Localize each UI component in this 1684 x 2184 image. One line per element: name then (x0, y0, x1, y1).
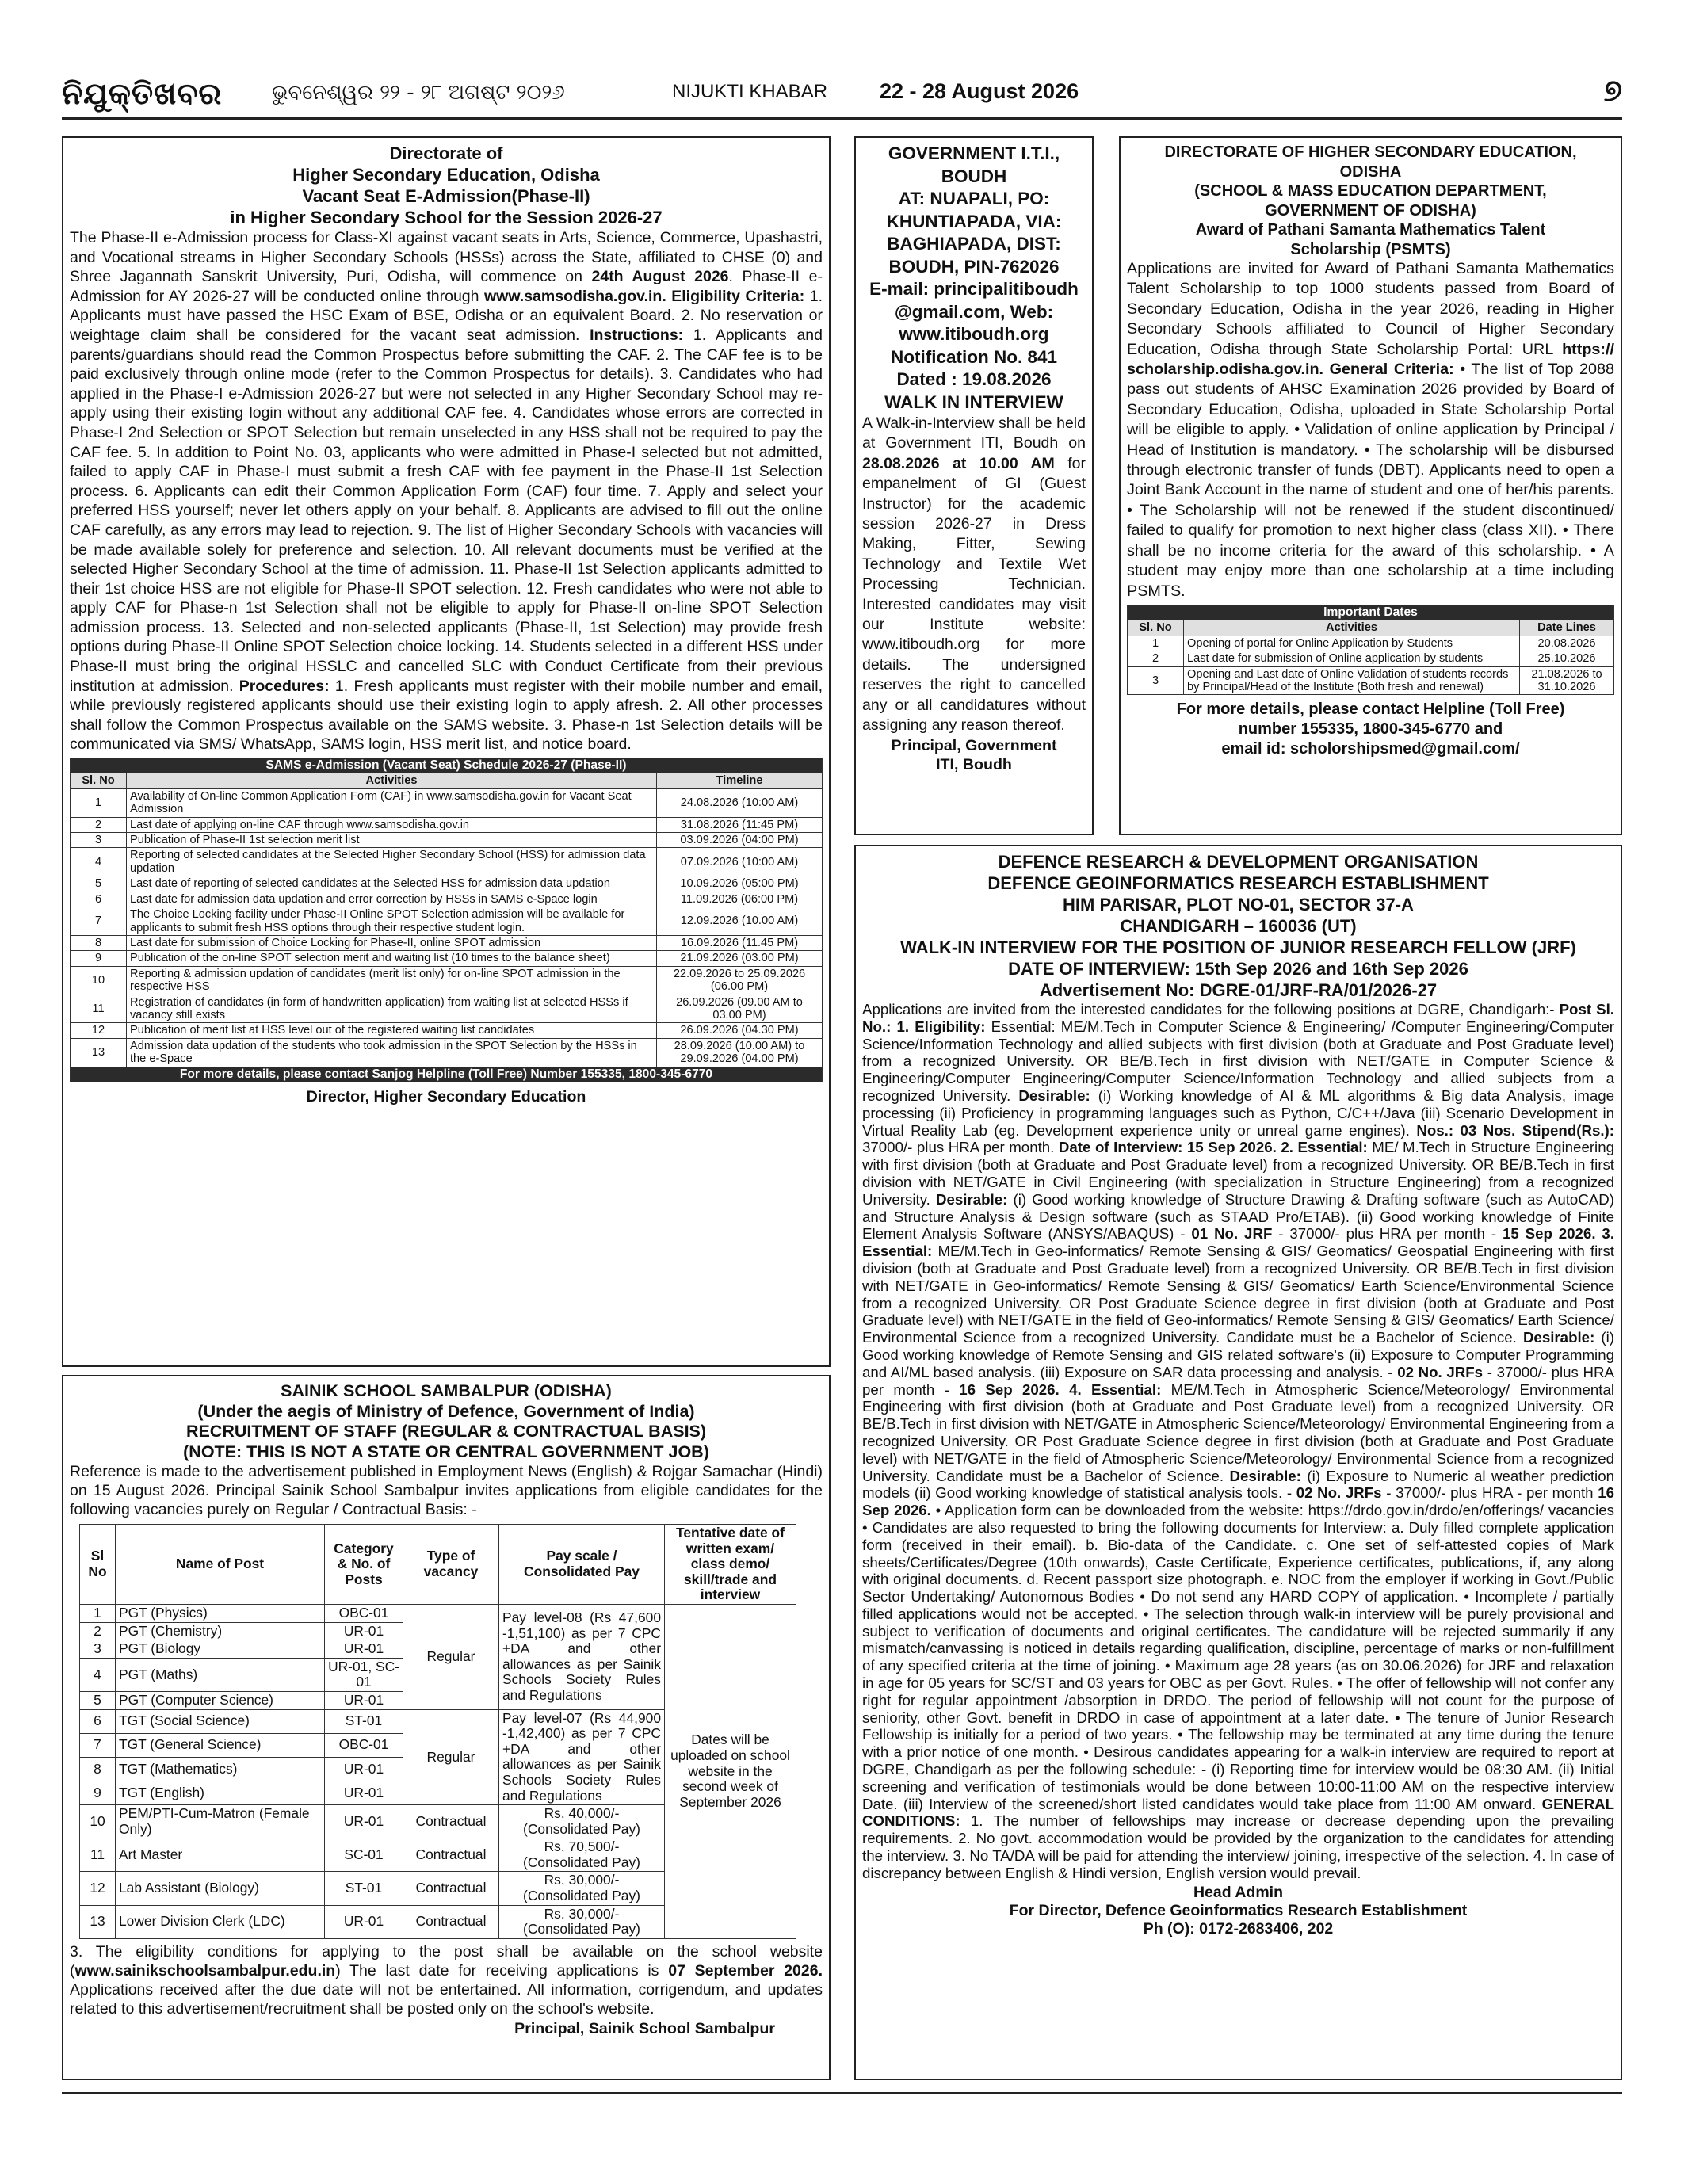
col-header: Sl No (80, 1525, 116, 1605)
col-header: Activities (127, 773, 657, 788)
activity-cell: Availability of On-line Common Application Form (CAF) in www.samsodisha.gov.in for Vacant Seat Admission (127, 788, 657, 817)
timeline-cell: 03.09.2026 (04:00 PM) (657, 833, 823, 848)
col-header: Activities (1184, 620, 1520, 636)
psmts-title-line: Award of Pathani Samanta Mathematics Talent (1195, 221, 1546, 239)
sl-no-cell: 4 (71, 848, 127, 876)
sainik-title (70, 1381, 823, 1462)
helpline-footer: For more details, please contact Sanjog Helpline (Toll Free) Number 155335, 1800-345-6770 (71, 1067, 823, 1082)
activity-cell: Last date of reporting of selected candidates at the Selected HSS for admission data updation (127, 876, 657, 892)
sl-no-cell: 3 (1128, 666, 1184, 695)
category-cell: UR-01 (325, 1905, 403, 1938)
drdo-signature-line: Ph (O): 0172-2683406, 202 (1143, 1919, 1334, 1938)
sl-no-cell: 3 (80, 1640, 116, 1659)
drdo-title (862, 851, 1614, 1001)
timeline-cell: 16.09.2026 (11.45 PM) (657, 935, 823, 950)
drdo-title-line: DEFENCE RESEARCH & DEVELOPMENT ORGANISATION (998, 852, 1479, 872)
activity-cell: Registration of candidates (in form of handwritten application) from waiting list at selected HSSs if vacancy still exists (127, 995, 657, 1023)
table-row (71, 1023, 823, 1038)
sainik-title-line: (NOTE: THIS IS NOT A STATE OR CENTRAL GOVERNMENT JOB) (183, 1441, 709, 1461)
iti-title-line: AT: NUAPALI, PO: (898, 189, 1050, 208)
table-row (71, 935, 823, 950)
post-name-cell: PGT (Biology (116, 1640, 325, 1659)
iti-title-line: www.itiboudh.org (899, 324, 1049, 344)
pay-scale-cell: Rs. 30,000/- (Consolidated Pay) (499, 1905, 665, 1938)
iti-ad (854, 136, 1094, 835)
psmts-footer-line: For more details, please contact Helpline (Toll Free) (1176, 701, 1565, 719)
drdo-title-line: DEFENCE GEOINFORMATICS RESEARCH ESTABLISHMENT (987, 873, 1489, 893)
drdo-title-line: CHANDIGARH – 160036 (UT) (1120, 916, 1357, 936)
table-row (71, 907, 823, 936)
pay-scale-cell: Rs. 40,000/- (Consolidated Pay) (499, 1805, 665, 1838)
activity-cell: Opening of portal for Online Application by Students (1184, 636, 1520, 651)
timeline-cell: 12.09.2026 (10.00 AM) (657, 907, 823, 936)
sl-no-cell: 1 (1128, 636, 1184, 651)
psmts-footer (1127, 700, 1614, 759)
sainik-title-line: RECRUITMENT OF STAFF (REGULAR & CONTRACTUAL BASIS) (185, 1422, 707, 1441)
col-header: Tentative date of written exam/ class demo/ skill/trade and interview (665, 1525, 796, 1605)
drdo-body: Applications are invited from the interested candidates for the following positions at DGRE, Chandigarh:- Post Sl. No.: 1. Eligibility: Essential: ME/M.Tech in Computer Science & Engineering/ /Computer Engineering/Computer Science/Information Technology and allied subjects with first division (both at Graduate and Post Graduate level) from a recognized University. OR BE/B.Tech in first division with NET/GATE in Computer Science & Engineering/Computer Engineering/Computer Science/Information Technology and allied subjects from a recognized University. Desirable: (i) Working knowledge of AI & ML algorithms & Big data Analysis, image processing (ii) Proficiency in programming languages such as Python, C/C++/Java (iii) Scenario Development in Virtual Reality Lab (eg. Development experience unity or unreal game engines). Nos.: 03 Nos. Stipend(Rs.): 37000/- plus HRA per month. Date of Interview: 15 Sep 2026. 2. Essential: ME/ M.Tech in Structure Engineering with first division (both at Graduate and Post Graduate level) from a recognized University. OR BE/B.Tech in first division with NET/GATE in Civil Engineering (with specialization in Structure Engineering) from a recognized University. Desirable: (i) Good working knowledge of Structure Drawing & Drafting software (such as AutoCAD) and Structure Analysis & Design software (such as STAAD Pro/ETAB). (ii) Good working knowledge of Finite Element Analysis Software (ANSYS/ABAQUS) - 01 No. JRF - 37000/- plus HRA per month - 15 Sep 2026. 3. Essential: ME/M.Tech in Geo-informatics/ Remote Sensing & GIS/ Geomatics/ Geospatial Engineering with first division (both at Graduate and Post Graduate level) from a recognized University. OR BE/B.Tech in first division with NET/GATE in Geo-informatics/ Remote Sensing & GIS/ Geomatics/ Earth Science/Environmental Science from a recognized University. OR Post Graduate Science degree in first division (both at Graduate and Post Graduate level) with NET/GATE in the field of Geo-informatics/ Remote Sensing & GIS/ Geomatics/ Earth Science/ Environmental Science from a recognized University. Candidate must be a Bachelor of Science. Desirable: (i) Good working knowledge of Remote Sensing and GIS related software's (ii) Exposure to Computer Programming and AI/ML based analysis. (iii) Exposure on SAR data processing and analysis. - 02 No. JRFs - 37000/- plus HRA per month - 16 Sep 2026. 4. Essential: ME/M.Tech in Atmospheric Science/Meteorology/ Environmental Engineering with first division (both at Graduate and Post Graduate level) from a recognized University. OR BE/B.Tech in first division with NET/GATE in Atmospheric Science/Meteorology/ Environmental Engineering from a recognized University. OR Post Graduate Science degree in first division (both at Graduate and Post Graduate level) with NET/GATE in the field of Atmospheric Science/Meteorology/ Environmental Science from a recognized University. Candidate must be a Bachelor of Science. Desirable: (i) Exposure to Numeric al weather prediction models (ii) Good working knowledge of statistical analysis tools. - 02 No. JRFs - 37000/- plus HRA - per month 16 Sep 2026. • Application form can be downloaded from the website: https://drdo.gov.in/drdo/en/offerings/ vacancies • Candidates are also requested to bring the following documents for Interview: a. Duly filled complete application form (received in their email). b. Bio-data of the Candidate. c. One set of self-attested copies of Mark sheets/Certificates/Degree (10th onwards), Caste Certificate, Experience certificates, publications, if, any along with original documents. d. Recent passport size photograph. e. NOC from the employer if working in Govt./Public Sector Undertaking/ Autonomous Bodies • Do not send any HARD COPY of application. • Incomplete / partially filled applications would not be accepted. • The selection through walk-in interview will be purely provisional and subject to verification of documents and original certificates. The candidature will be rejected summarily if any mismatch/canvassing is noticed in details regarding qualification, discipline, percentage of marks or non-fulfillment of any specified criteria at the time of joining. • Maximum age 28 years (as on 30.06.2026) for JRF and relaxation in age for 05 years for SC/ST and 03 years for OBC as per Govt. Rules. • The offer of fellowship will not confer any right for regular appointment /absorption in DRDO. The period of fellowship will not count for the purpose of seniority, other Govt. benefit in DRDO in case of appointment at a later date. • The tenure of Junior Research Fellowship is initially for a period of two years. • The fellowship may be terminated at any time during the tenure with a prior notice of one month. • Desirous candidates appearing for a walk-in interview are required to report at DGRE, Chandigarh as per the following schedule: - (i) Reporting time for interview would be 08:30 AM. (ii) Initial screening and verification of testimonials would be done between 10:00-11:00 AM on the respective interview Date. (iii) Interview of the screened/short listed candidates would take place from 11:00 AM onward. GENERAL CONDITIONS: 1. The number of fellowships may increase or decrease depending upon the prevailing requirements. 2. No govt. accommodation would be provided by the organization to the candidates for attending the interview. 3. No TA/DA will be paid for attending the interview/ joining, irrespective of the selection. 4. In case of discrepancy between English & Hindi version, English version would prevail. (862, 1001, 1615, 1881)
iti-title-line: GOVERNMENT I.T.I., (888, 143, 1060, 163)
pay-scale-cell: Pay level-07 (Rs 44,900 -1,42,400) as per 7 CPC +DA and other allowances as per Sainik Schools Society Rules and Regulations (499, 1709, 665, 1805)
sl-no-cell: 8 (71, 935, 127, 950)
col-header: Sl. No (71, 773, 127, 788)
iti-title-line: @gmail.com, Web: (894, 301, 1054, 322)
category-cell: ST-01 (325, 1872, 403, 1905)
sainik-ad (62, 1375, 831, 2080)
sl-no-cell: 3 (71, 833, 127, 848)
vacancy-type-cell: Regular (403, 1604, 499, 1709)
post-name-cell: PGT (Physics) (116, 1604, 325, 1622)
iti-signature-line: ITI, Boudh (936, 755, 1012, 773)
sl-no-cell: 7 (80, 1733, 116, 1757)
timeline-cell: 10.09.2026 (05:00 PM) (657, 876, 823, 892)
sl-no-cell: 13 (71, 1038, 127, 1067)
sainik-signature: Principal, Sainik School Sambalpur (514, 2019, 775, 2037)
table-row (1128, 651, 1614, 666)
timeline-cell: 22.09.2026 to 25.09.2026 (06.00 PM) (657, 966, 823, 995)
sainik-vacancy-table (79, 1524, 796, 1939)
drdo-ad (854, 845, 1622, 2080)
psmts-body: Applications are invited for Award of Pathani Samanta Mathematics Talent Scholarship to top 1000 students passed from Board of Secondary Education, Odisha in the year 2026, reading in Higher Secondary Schools affiliated to Council of Higher Secondary Education, Odisha through State Scholarship Portal: URL https:// scholarship.odisha.gov.in. General Criteria: • The list of Top 2088 pass out students of AHSC Examination 2026 provided by Board of Secondary Education, Odisha, uploaded in State Scholarship Portal will be eligible to apply. • Validation of online application by Principal / Head of Institution is mandatory. • The scholarship will be disbursed through electronic transfer of funds (DBT). Applicants need to open a Joint Bank Account in the name of student and one of her/his parents. • The Scholarship will not be renewed if the student discontinued/ failed to qualify for promotion to next higher class (class XII). • There shall be no income criteria for the award of this scholarship. • A student may enjoy more than one scholarship at a time including PSMTS. (1127, 260, 1615, 600)
post-name-cell: PEM/PTI-Cum-Matron (Female Only) (116, 1805, 325, 1838)
activity-cell: Reporting & admission updation of candidates (merit list only) for on-line SPOT admission in the respective HSS (127, 966, 657, 995)
timeline-cell: 28.09.2026 (10.00 AM) to 29.09.2026 (04.00 PM) (657, 1038, 823, 1067)
activity-cell: The Choice Locking facility under Phase-II Online SPOT Selection admission will be available for applicants to submit fresh HSS options through their respective student login. (127, 907, 657, 936)
iti-title-line: BOUDH, PIN-762026 (888, 256, 1060, 277)
sl-no-cell: 9 (71, 951, 127, 966)
iti-title-line: Notification No. 841 (890, 346, 1058, 367)
paper-brand: ନିଯୁକ୍ତିଖବର (62, 76, 223, 111)
pay-scale-cell: Pay level-08 (Rs 47,600 -1,51,100) as per 7 CPC +DA and other allowances as per Sainik Schools Society Rules and Regulations (499, 1604, 665, 1709)
activity-cell: Last date for submission of Choice Locking for Phase-II, online SPOT admission (127, 935, 657, 950)
activity-cell: Admission data updation of the students who took admission in the SPOT Selection by the HSSs in the e-Space (127, 1038, 657, 1067)
iti-title-line: E-mail: principalitiboudh (869, 279, 1079, 299)
iti-title-line: BAGHIAPADA, DIST: (887, 234, 1061, 254)
drdo-title-line: HIM PARISAR, PLOT NO-01, SECTOR 37-A (1063, 895, 1414, 914)
category-cell: UR-01, SC-01 (325, 1658, 403, 1691)
col-header: Name of Post (116, 1525, 325, 1605)
timeline-cell: 07.09.2026 (10:00 AM) (657, 848, 823, 876)
category-cell: UR-01 (325, 1622, 403, 1640)
iti-signature-line: Principal, Government (891, 736, 1057, 754)
sl-no-cell: 12 (71, 1023, 127, 1038)
odia-date: ଭୁବନେଶ୍ୱର ୨୨ - ୨୮ ଅଗଷ୍ଟ ୨୦୨୬ (272, 81, 565, 105)
sl-no-cell: 13 (80, 1905, 116, 1938)
col-header: Date Lines (1520, 620, 1614, 636)
date-cell: 25.10.2026 (1520, 651, 1614, 666)
category-cell: UR-01 (325, 1757, 403, 1781)
category-cell: ST-01 (325, 1709, 403, 1733)
psmts-footer-line: email id: scholorshipsmed@gmail.com/ (1221, 740, 1520, 758)
sl-no-cell: 1 (80, 1604, 116, 1622)
post-name-cell: PGT (Computer Science) (116, 1691, 325, 1709)
drdo-signature-line: For Director, Defence Geoinformatics Research Establishment (1009, 1901, 1468, 1919)
post-name-cell: Lab Assistant (Biology) (116, 1872, 325, 1905)
timeline-cell: 26.09.2026 (04.30 PM) (657, 1023, 823, 1038)
date-cell: 20.08.2026 (1520, 636, 1614, 651)
sainik-title-line: (Under the aegis of Ministry of Defence, Government of India) (197, 1401, 695, 1421)
chse-schedule-table (70, 758, 823, 1082)
col-header: Timeline (657, 773, 823, 788)
table-row (80, 1604, 796, 1622)
activity-cell: Publication of Phase-II 1st selection merit list (127, 833, 657, 848)
bottom-rule (62, 2092, 1622, 2094)
category-cell: UR-01 (325, 1781, 403, 1804)
table-row (1128, 666, 1614, 695)
pay-scale-cell: Rs. 70,500/- (Consolidated Pay) (499, 1838, 665, 1872)
iti-title-line: BOUDH (941, 166, 1007, 186)
timeline-cell: 31.08.2026 (11:45 PM) (657, 817, 823, 832)
table-caption: Important Dates (1128, 605, 1614, 620)
sl-no-cell: 2 (80, 1622, 116, 1640)
drdo-signature-line: Head Admin (1193, 1883, 1284, 1901)
psmts-title (1127, 143, 1614, 259)
psmts-footer-line: number 155335, 1800-345-6770 and (1238, 720, 1503, 739)
iti-title-line: KHUNTIAPADA, VIA: (886, 211, 1062, 231)
sl-no-cell: 11 (80, 1838, 116, 1872)
iti-title-line: WALK IN INTERVIEW (884, 391, 1063, 412)
category-cell: OBC-01 (325, 1604, 403, 1622)
post-name-cell: TGT (Social Science) (116, 1709, 325, 1733)
psmts-ad (1119, 136, 1622, 835)
table-row (71, 848, 823, 876)
sl-no-cell: 2 (71, 817, 127, 832)
vacancy-type-cell: Contractual (403, 1905, 499, 1938)
category-cell: UR-01 (325, 1691, 403, 1709)
issue-date: 22 - 28 August 2026 (880, 79, 1079, 103)
table-row (71, 876, 823, 892)
vacancy-type-cell: Contractual (403, 1805, 499, 1838)
chse-title (70, 143, 823, 228)
drdo-title-line: DATE OF INTERVIEW: 15th Sep 2026 and 16th Sep 2026 (1008, 959, 1468, 979)
activity-cell: Last date of applying on-line CAF through www.samsodisha.gov.in (127, 817, 657, 832)
psmts-title-line: DIRECTORATE OF HIGHER SECONDARY EDUCATION, (1164, 143, 1577, 161)
psmts-title-line: GOVERNMENT OF ODISHA) (1265, 201, 1476, 220)
sl-no-cell: 1 (71, 788, 127, 817)
page-header (62, 76, 1622, 113)
interview-date-cell: Dates will be uploaded on school website in the second week of September 2026 (665, 1604, 796, 1938)
masthead: NIJUKTI KHABAR (672, 81, 828, 102)
sainik-intro: Reference is made to the advertisement published in Employment News (English) & Rojgar Samachar (Hindi) on 15 August 2026. Principal Sainik School Sambalpur invites applications from eligible candidates for the following vacancies purely on Regular / Contractual Basis: - (70, 1463, 823, 1518)
chse-signature: Director, Higher Secondary Education (306, 1087, 586, 1105)
sl-no-cell: 2 (1128, 651, 1184, 666)
col-header: Sl. No (1128, 620, 1184, 636)
vacancy-type-cell: Contractual (403, 1838, 499, 1872)
activity-cell: Last date for submission of Online application by students (1184, 651, 1520, 666)
sl-no-cell: 5 (80, 1691, 116, 1709)
sl-no-cell: 5 (71, 876, 127, 892)
table-row (71, 833, 823, 848)
page-number: ୭ (1603, 74, 1622, 108)
category-cell: SC-01 (325, 1838, 403, 1872)
sl-no-cell: 6 (80, 1709, 116, 1733)
col-header: Type of vacancy (403, 1525, 499, 1605)
sl-no-cell: 8 (80, 1757, 116, 1781)
activity-cell: Publication of merit list at HSS level out of the registered waiting list candidates (127, 1023, 657, 1038)
post-name-cell: PGT (Maths) (116, 1658, 325, 1691)
sl-no-cell: 6 (71, 892, 127, 907)
iti-title-line: Dated : 19.08.2026 (896, 369, 1052, 389)
sl-no-cell: 12 (80, 1872, 116, 1905)
category-cell: UR-01 (325, 1805, 403, 1838)
activity-cell: Publication of the on-line SPOT selection merit and waiting list (10 times to the balance sheet) (127, 951, 657, 966)
psmts-title-line: Scholarship (PSMTS) (1290, 240, 1451, 258)
table-row (71, 951, 823, 966)
post-name-cell: TGT (English) (116, 1781, 325, 1804)
top-rule (62, 117, 1622, 120)
col-header: Category & No. of Posts (325, 1525, 403, 1605)
sl-no-cell: 9 (80, 1781, 116, 1804)
vacancy-type-cell: Regular (403, 1709, 499, 1805)
psmts-dates-table (1127, 605, 1614, 695)
sl-no-cell: 10 (71, 966, 127, 995)
timeline-cell: 21.09.2026 (03.00 PM) (657, 951, 823, 966)
chse-title-line: Directorate of (389, 143, 503, 163)
iti-title (862, 143, 1086, 414)
psmts-title-line: (SCHOOL & MASS EDUCATION DEPARTMENT, (1194, 182, 1547, 200)
post-name-cell: PGT (Chemistry) (116, 1622, 325, 1640)
timeline-cell: 26.09.2026 (09.00 AM to 03.00 PM) (657, 995, 823, 1023)
category-cell: UR-01 (325, 1640, 403, 1659)
sainik-outro: 3. The eligibility conditions for applying to the post shall be available on the school website (www.sainikschoolsambalpur.edu.in) The last date for receiving applications is 07 September 2026. Applications received after the due date will not be entertained. All information, corrigendum, and updates related to this advertisement/recruitment shall be posted only on the school's website. (70, 1942, 823, 2018)
sl-no-cell: 10 (80, 1805, 116, 1838)
timeline-cell: 11.09.2026 (06:00 PM) (657, 892, 823, 907)
timeline-cell: 24.08.2026 (10:00 AM) (657, 788, 823, 817)
table-row (71, 995, 823, 1023)
activity-cell: Reporting of selected candidates at the Selected Higher Secondary School (HSS) for admission data updation (127, 848, 657, 876)
pay-scale-cell: Rs. 30,000/- (Consolidated Pay) (499, 1872, 665, 1905)
date-cell: 21.08.2026 to 31.10.2026 (1520, 666, 1614, 695)
chse-ad (62, 136, 831, 1367)
vacancy-type-cell: Contractual (403, 1872, 499, 1905)
table-row (71, 817, 823, 832)
table-row (71, 892, 823, 907)
chse-body: The Phase-II e-Admission process for Class-XI against vacant seats in Arts, Science, Commerce, Upashastri, and Vocational streams in Higher Secondary Schools (HSSs) across the State, affiliated to CHSE (0) and Shree Jagannath Sanskrit University, Puri, Odisha, will commence on 24th August 2026. Phase-II e-Admission for AY 2026-27 will be conducted online through www.samsodisha.gov.in. Eligibility Criteria: 1. Applicants must have passed the HSC Exam of BSE, Odisha or an equivalent Board. 2. No reservation or weightage claim shall be considered for the vacant seat admission. Instructions: 1. Applicants and parents/guardians should read the Common Prospectus before submitting the CAF. 2. The CAF fee is to be paid exclusively through online mode (refer to the Common Prospectus for details). 3. Candidates who had applied in the Phase-I e-Admission 2026-27 but were not selected in any Higher Secondary School may re-apply using their existing login without any additional CAF fee. 4. Candidates whose errors are corrected in Phase-I 2nd Selection or SPOT Selection but remain unselected in any HSS shall not be required to pay the CAF fee. 5. In addition to Point No. 03, applicants who were admitted in Phase-I selected but not admitted, failed to apply CAF in Phase-I must submit a fresh CAF with fee payment in the Phase-II 1st Selection process. 6. Applicants can edit their Common Application Form (CAF) four time. 7. Apply and select your preferred HSS yourself; never let others apply on your behalf. 8. Applicants are advised to fill out the online CAF carefully, as any errors may lead to rejection. 9. The list of Higher Secondary Schools with vacancies will be made available solely for preference and selection. 10. All relevant documents must be verified at the selected Higher Secondary School at the time of admission. 11. Phase-II 1st Selection applicants admitted to their 1st choice HSS are not eligible for Phase-II SPOT selection. 12. Fresh candidates who were not able to apply CAF for Phase-n 1st Selection shall not be eligible to apply for Phase-II on-line SPOT Selection admission process. 13. Selected and non-selected applicants (Phase-II, 1st Selection) may provide fresh options during Phase-II Online SPOT Selection choice locking. 14. Students selected in a different HSS under Phase-II must bring the original HSSLC and cancelled SLC with Conduct Certificate from their previous institution at admission. Procedures: 1. Fresh applicants must register with their mobile number and email, while previously registered applicants should use their existing login to apply afresh. 2. All other processes shall follow the Common Prospectus available on the SAMS website. 3. Phase-n 1st Selection details will be communicated via SMS/ WhatsApp, SAMS login, HSS merit list, and notice board. (70, 229, 823, 754)
post-name-cell: TGT (General Science) (116, 1733, 325, 1757)
psmts-title-line: ODISHA (1339, 162, 1402, 181)
sl-no-cell: 4 (80, 1658, 116, 1691)
table-row (71, 1038, 823, 1067)
iti-body: A Walk-in-Interview shall be held at Government ITI, Boudh on 28.08.2026 at 10.00 AM for empanelment of GI (Guest Instructor) for the academic session 2026-27 in Dress Making, Fitter, Sewing Technology and Textile Wet Processing Technician. Interested candidates may visit our Institute website: www.itiboudh.org for more details. The undersigned reserves the right to cancelled any or all candidatures without assigning any reason thereof. (862, 414, 1086, 735)
drdo-title-line: WALK-IN INTERVIEW FOR THE POSITION OF JUNIOR RESEARCH FELLOW (JRF) (900, 937, 1576, 957)
sl-no-cell: 7 (71, 907, 127, 936)
col-header: Pay scale / Consolidated Pay (499, 1525, 665, 1605)
sl-no-cell: 11 (71, 995, 127, 1023)
iti-signature (862, 736, 1086, 774)
post-name-cell: Art Master (116, 1838, 325, 1872)
table-row (71, 966, 823, 995)
table-caption: SAMS e-Admission (Vacant Seat) Schedule 2026-27 (Phase-II) (71, 758, 823, 773)
activity-cell: Opening and Last date of Online Validation of students records by Principal/Head of the Institute (Both fresh and renewal) (1184, 666, 1520, 695)
table-row (71, 788, 823, 817)
post-name-cell: TGT (Mathematics) (116, 1757, 325, 1781)
chse-title-line: in Higher Secondary School for the Session 2026-27 (230, 208, 663, 227)
category-cell: OBC-01 (325, 1733, 403, 1757)
table-row (1128, 636, 1614, 651)
activity-cell: Last date for admission data updation and error correction by HSSs in SAMS e-Space login (127, 892, 657, 907)
chse-title-line: Vacant Seat E-Admission(Phase-II) (302, 186, 590, 206)
sainik-title-line: SAINIK SCHOOL SAMBALPUR (ODISHA) (281, 1381, 612, 1400)
chse-title-line: Higher Secondary Education, Odisha (292, 165, 600, 185)
post-name-cell: Lower Division Clerk (LDC) (116, 1905, 325, 1938)
drdo-signature (862, 1884, 1614, 1938)
drdo-title-line: Advertisement No: DGRE-01/JRF-RA/01/2026-27 (1039, 980, 1438, 1000)
